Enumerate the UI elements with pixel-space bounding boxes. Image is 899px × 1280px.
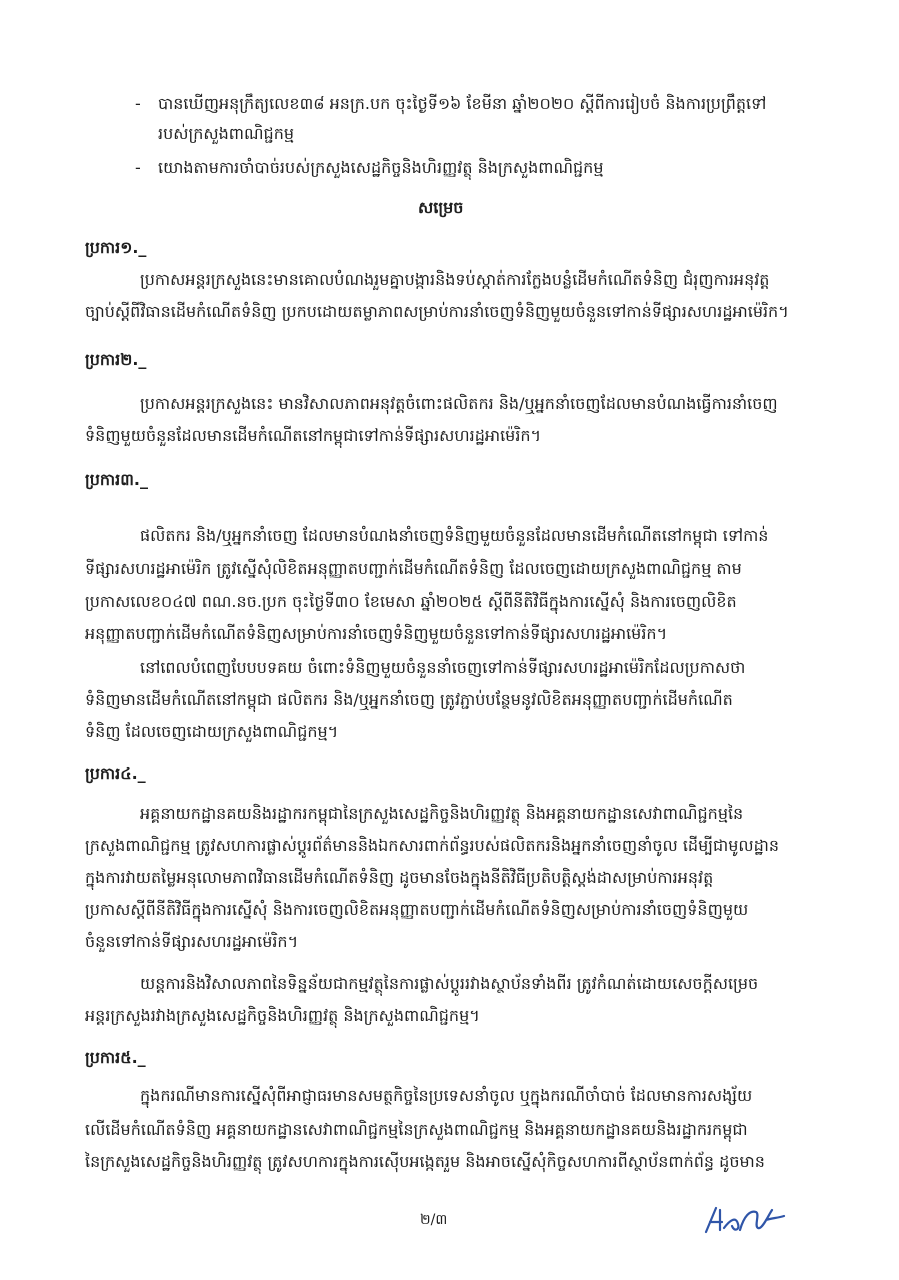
article-line: នៅពេលបំពេញបែបបទគយ ចំពោះទំនិញមួយចំនួននាំចេញទៅកាន់ទីផ្សារសហរដ្ឋអាម៉េរិកដែលប្រកាសថា — [140, 658, 746, 677]
article-line: ប្រកាសអន្តរក្រសួងនេះ មានវិសាលភាពអនុវត្តចំពោះផលិតករ និង/ឬអ្នកនាំចេញដែលមានបំណងធ្វើការនាំចេញ — [140, 394, 778, 413]
article-line: ទីផ្សារសហរដ្ឋអាម៉េរិក ត្រូវស្នើសុំលិខិតអនុញ្ញាតបញ្ជាក់ដើមកំណើតទំនិញ ដែលចេញដោយក្រសួងពាណិជ្ជកម្ម តាម — [85, 559, 742, 578]
article-line: ប្រកាសលេខ០៤៧ ពណ.នច.ប្រក ចុះថ្ងៃទី៣០ ខែមេសា ឆ្នាំ២០២៥ ស្តីពីនីតិវិធីក្នុងការស្នើសុំ និងការចេញលិខិត — [85, 592, 737, 611]
article-title: ប្រការ១._ — [85, 238, 147, 257]
bullet-line: របស់ក្រសួងពាណិជ្ជកម្ម — [158, 124, 295, 143]
article-line: លើដើមកំណើតទំនិញ អគ្គនាយកដ្ឋានសេវាពាណិជ្ជកម្មនៃក្រសួងពាណិជ្ជកម្ម និងអគ្គនាយកដ្ឋានគយនិងរដ្ឋាករកម្ពុជា — [85, 1120, 748, 1139]
bullet-line: បានឃើញអនុក្រឹត្យលេខ៣៨ អនក្រ.បក ចុះថ្ងៃទី១៦ ខែមីនា ឆ្នាំ២០២០ ស្តីពីការរៀបចំ និងការប្រព្រឹត្តទៅ — [158, 94, 767, 113]
article-line: ទំនិញមួយចំនួនដែលមានដើមកំណើតនៅកម្ពុជាទៅកាន់ទីផ្សារសហរដ្ឋអាម៉េរិក។ — [85, 426, 542, 445]
bullet-line: យោងតាមការចាំបាច់របស់ក្រសួងសេដ្ឋកិច្ចនិងហិរញ្ញវត្ថុ និងក្រសួងពាណិជ្ជកម្ម — [158, 158, 604, 177]
article-title: ប្រការ៤._ — [85, 764, 146, 783]
bullet-dash: - — [135, 94, 141, 113]
article-line: យន្តការនិងវិសាលភាពនៃទិន្នន័យជាកម្មវត្ថុនៃការផ្លាស់ប្តូររវាងស្ថាប័នទាំងពីរ ត្រូវកំណត់ដោយសេចក្តីសម្រេច — [140, 974, 759, 993]
article-line: ច្បាប់ស្តីពីវិធានដើមកំណើតទំនិញ ប្រកបដោយតម្លាភាពសម្រាប់ការនាំចេញទំនិញមួយចំនួនទៅកាន់ទីផ្សារសហរដ្ឋអាម៉េរិក។ — [85, 302, 789, 321]
article-title: ប្រការ៣._ — [85, 470, 148, 489]
article-line: ចំនួនទៅកាន់ទីផ្សារសហរដ្ឋអាម៉េរិក។ — [85, 932, 299, 951]
decision-heading: សម្រេច — [418, 198, 464, 217]
article-title: ប្រការ៥._ — [85, 1048, 146, 1067]
article-line: ប្រកាសអន្តរក្រសួងនេះមានគោលបំណងរួមគ្នាបង្ការនិងទប់ស្កាត់ការក្លែងបន្លំដើមកំណើតទំនិញ ជំរុញការអនុវត្ត — [140, 270, 770, 289]
article-line: ក្រសួងពាណិជ្ជកម្ម ត្រូវសហការផ្លាស់ប្តូរព័ត៌មាននិងឯកសារពាក់ព័ន្ធរបស់ផលិតករនិងអ្នកនាំចេញនាំចូល ដើម្បីជាមូលដ្ឋាន — [85, 836, 779, 855]
article-title: ប្រការ២._ — [85, 350, 147, 369]
article-line: អន្តរក្រសួងរវាងក្រសួងសេដ្ឋកិច្ចនិងហិរញ្ញវត្ថុ និងក្រសួងពាណិជ្ជកម្ម។ — [85, 1006, 480, 1025]
article-line: ក្នុងការវាយតម្លៃអនុលោមភាពវិធានដើមកំណើតទំនិញ ដូចមានចែងក្នុងនីតិវិធីប្រតិបត្តិស្តង់ដាសម្រាប់ការអនុវត្ត — [85, 868, 714, 887]
page-number: ២/៣ — [420, 1212, 448, 1228]
article-line: ផលិតករ និង/ឬអ្នកនាំចេញ ដែលមានបំណងនាំចេញទំនិញមួយចំនួនដែលមានដើមកំណើតនៅកម្ពុជា ទៅកាន់ — [140, 526, 769, 545]
article-line: ទំនិញមានដើមកំណើតនៅកម្ពុជា ផលិតករ និង/ឬអ្នកនាំចេញ ត្រូវភ្ជាប់បន្ថែមនូវលិខិតអនុញ្ញាតបញ្ជាក់ដើមកំណើត — [85, 690, 733, 709]
article-line: អនុញ្ញាតបញ្ជាក់ដើមកំណើតទំនិញសម្រាប់ការនាំចេញទំនិញមួយចំនួនទៅកាន់ទីផ្សារសហរដ្ឋអាម៉េរិក។ — [85, 624, 668, 643]
article-line: អគ្គនាយកដ្ឋានគយនិងរដ្ឋាករកម្ពុជានៃក្រសួងសេដ្ឋកិច្ចនិងហិរញ្ញវត្ថុ និងអគ្គនាយកដ្ឋានសេវាពាណិជ្ជកម្មនៃ — [140, 804, 744, 823]
bullet-dash: - — [135, 158, 141, 177]
article-line: ទំនិញ ដែលចេញដោយក្រសួងពាណិជ្ជកម្ម។ — [85, 722, 339, 741]
article-line: ក្នុងករណីមានការស្នើសុំពីអាជ្ញាធរមានសមត្ថកិច្ចនៃប្រទេសនាំចូល ឬក្នុងករណីចាំបាច់ ដែលមានការសង្ស័យ — [140, 1086, 753, 1105]
signature-initials — [700, 1196, 790, 1240]
article-line: ប្រកាសស្តីពីនីតិវិធីក្នុងការស្នើសុំ និងការចេញលិខិតអនុញ្ញាតបញ្ជាក់ដើមកំណើតទំនិញសម្រាប់ការនាំចេញទំនិញមួយ — [85, 900, 749, 919]
article-line: នៃក្រសួងសេដ្ឋកិច្ចនិងហិរញ្ញវត្ថុ ត្រូវសហការក្នុងការស៊ើបអង្កេតរួម និងអាចស្នើសុំកិច្ចសហការពីស្ថាប័នពាក់ព័ន្ធ ដូចមាន — [85, 1152, 765, 1171]
